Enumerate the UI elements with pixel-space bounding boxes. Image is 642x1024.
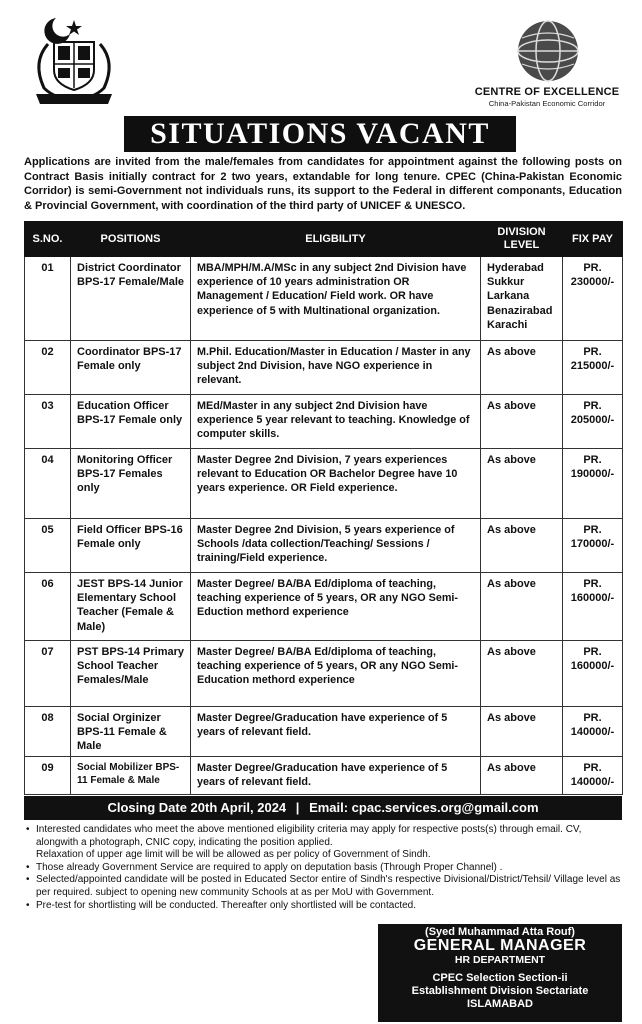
row-division: As above <box>481 341 563 395</box>
signature-block <box>378 924 622 1022</box>
row-pay: PR. 230000/- <box>563 257 623 341</box>
government-emblem-icon <box>26 14 122 106</box>
closing-separator: | <box>295 800 300 815</box>
table-row <box>25 519 623 573</box>
row-position: PST BPS-14 Primary School Teacher Females/Male <box>71 641 191 707</box>
header-sno: S.NO. <box>25 222 71 257</box>
table-row <box>25 641 623 707</box>
row-division: As above <box>481 573 563 641</box>
row-eligibility: Master Degree 2nd Division, 7 years experiences relevant to Education OR Bachelor Degree have 10 years experience. OR Field experience. <box>191 449 481 519</box>
row-position: District Coordinator BPS-17 Female/Male <box>71 257 191 341</box>
row-position: Social Mobilizer BPS-11 Female & Male <box>71 757 191 795</box>
row-position: Field Officer BPS-16 Female only <box>71 519 191 573</box>
signatory-title: GENERAL MANAGER <box>413 937 587 954</box>
row-division: As above <box>481 519 563 573</box>
closing-date: Closing Date 20th April, 2024 <box>107 800 287 815</box>
row-division: As above <box>481 757 563 795</box>
row-sno: 02 <box>25 341 71 395</box>
row-eligibility: M.Phil. Education/Master in Education / Master in any subject 2nd Division, have NGO experience in relevant. <box>191 341 481 395</box>
row-position: JEST BPS-14 Junior Elementary School Teacher (Female & Male) <box>71 573 191 641</box>
row-division: As above <box>481 641 563 707</box>
situations-vacant-banner: SITUATIONS VACANT <box>124 116 516 152</box>
row-division: As above <box>481 449 563 519</box>
row-sno: 08 <box>25 707 71 757</box>
table-row <box>25 395 623 449</box>
list-item: • Selected/appointed candidate will be posted in Educated Sector entire of Sindh's respective Divisional/District/Tehsil/ Village level as per required. subject to opening new community Schools at as per MoU with Government. <box>24 874 622 899</box>
intro-paragraph: Applications are invited from the male/females from candidates for appointment against the following posts on Contract Basis initially contract for 2 two years, extandable for long tenure. CPEC (China-Pakistan Economic Corridor) is semi-Government not individuals runs, its support to the Federal in different componants, Education & Provincial Government, with coordination of the third party of UNICEF & UNESCO. <box>24 156 622 212</box>
row-sno: 06 <box>25 573 71 641</box>
contact-email[interactable]: Email: cpac.services.org@gmail.com <box>309 800 539 815</box>
table-row <box>25 573 623 641</box>
row-position: Education Officer BPS-17 Female only <box>71 395 191 449</box>
header <box>0 0 642 112</box>
row-sno: 05 <box>25 519 71 573</box>
row-position: Monitoring Officer BPS-17 Females only <box>71 449 191 519</box>
table-row <box>25 449 623 519</box>
row-pay: PR. 140000/- <box>563 757 623 795</box>
table-row <box>25 757 623 795</box>
row-position: Social Orginizer BPS-11 Female & Male <box>71 707 191 757</box>
row-eligibility: Master Degree/Graducation have experience of 5 years of relevant field. <box>191 707 481 757</box>
row-eligibility: Master Degree 2nd Division, 5 years experience of Schools /data collection/Teaching/ Sessions / training/Field experience. <box>191 519 481 573</box>
row-sno: 09 <box>25 757 71 795</box>
row-sno: 01 <box>25 257 71 341</box>
org-title: CENTRE OF EXCELLENCE <box>474 86 620 98</box>
header-pay: FIX PAY <box>563 222 623 257</box>
list-item: • Pre-test for shortlisting will be conducted. Thereafter only shortlisted will be contacted. <box>24 900 622 913</box>
row-pay: PR. 160000/- <box>563 573 623 641</box>
row-pay: PR. 170000/- <box>563 519 623 573</box>
list-item: • Interested candidates who meet the above mentioned eligibility criteria may apply for respective posts(s) through email. CV, alongwith a photograph, CNIC copy, indicating the position applied. <box>24 824 622 849</box>
signatory-department: HR DEPARTMENT <box>454 954 546 966</box>
positions-table <box>24 221 623 795</box>
row-eligibility: Master Degree/ BA/BA Ed/diploma of teaching, teaching experience of 5 years, OR any NGO Semi- Education methord experience <box>191 641 481 707</box>
list-item: • Those already Government Service are required to apply on deputation basis (Through Proper Channel) . <box>24 862 622 875</box>
row-eligibility: MBA/MPH/M.A/MSc in any subject 2nd Division have experience of 10 years administration OR Management / Education/ Field work. OR have experience of 5 with Multinational organization. <box>191 257 481 341</box>
header-division: DIVISION LEVEL <box>481 222 563 257</box>
table-row <box>25 341 623 395</box>
row-division: As above <box>481 707 563 757</box>
row-sno: 03 <box>25 395 71 449</box>
list-item: Relaxation of upper age limit will be will be allowed as per policy of Government of Sindh. <box>36 849 431 861</box>
row-pay: PR. 160000/- <box>563 641 623 707</box>
row-pay: PR. 190000/- <box>563 449 623 519</box>
header-eligibility: ELIGBILITY <box>191 222 481 257</box>
org-subtitle: China-Pakistan Economic Corridor <box>488 99 606 108</box>
header-positions: POSITIONS <box>71 222 191 257</box>
row-sno: 04 <box>25 449 71 519</box>
row-pay: PR. 205000/- <box>563 395 623 449</box>
row-eligibility: MEd/Master in any subject 2nd Division have experience 5 year relevant to teaching. Knowledge of computer skills. <box>191 395 481 449</box>
table-row <box>25 707 623 757</box>
row-pay: PR. 140000/- <box>563 707 623 757</box>
table-header-row <box>25 222 623 257</box>
cpec-globe-logo-icon <box>510 18 586 84</box>
row-eligibility: Master Degree/Graducation have experience of 5 years of relevant field. <box>191 757 481 795</box>
row-division: Hyderabad Sukkur Larkana Benazirabad Karachi <box>481 257 563 341</box>
address-line-2: Establishment Division Sectariate <box>411 985 589 997</box>
closing-bar <box>24 796 622 820</box>
address-line-1: CPEC Selection Section-ii <box>432 972 568 984</box>
notes-list <box>24 824 622 912</box>
row-sno: 07 <box>25 641 71 707</box>
table-row <box>25 257 623 341</box>
signatory-name: (Syed Muhammad Atta Rouf) <box>425 926 575 938</box>
row-pay: PR. 215000/- <box>563 341 623 395</box>
row-eligibility: Master Degree/ BA/BA Ed/diploma of teaching, teaching experience of 5 years, OR any NGO Semi-Eduction methord experience <box>191 573 481 641</box>
row-division: As above <box>481 395 563 449</box>
address-city: ISLAMABAD <box>467 998 533 1010</box>
row-position: Coordinator BPS-17 Female only <box>71 341 191 395</box>
